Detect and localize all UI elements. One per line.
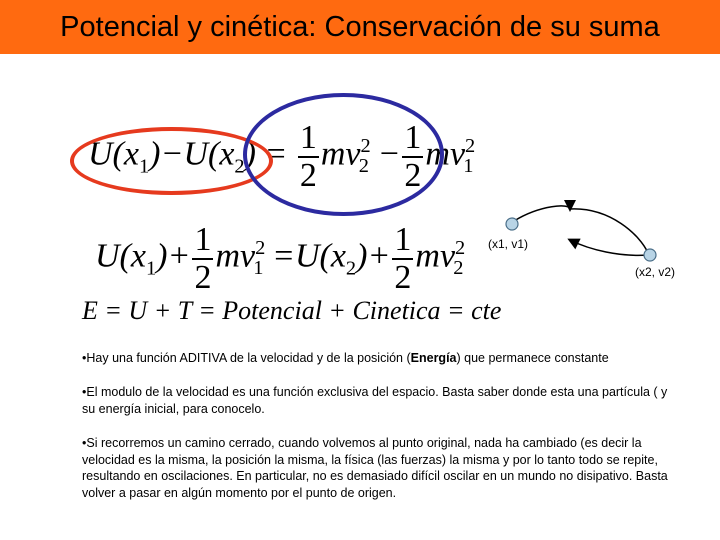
fraction-half: $\frac{1}{2}$ [299,119,317,194]
bullet-energy [82,350,672,367]
bullet-energy-prefix: •Hay una función ADITIVA de la velocidad y de la posición ( [82,351,411,365]
upper-path-arrow [514,206,570,221]
equation-total-energy: E = U + T = Potencial + Cinetica = cte [82,296,502,325]
equation-energy-conservation: $U(x_1)+$ $\frac{1}{2}$ $mv^2_1 =U(x_2)+$ $\frac{1}{2}$ $mv^2_2$ [95,221,466,296]
point-x1-v1 [506,218,518,230]
equation-potential-kinetic-difference: $U(x_1)-U(x_2)$ = $\frac{1}{2}$ $mv^2_2$ − $\frac{1}{2}$ $mv^2_1$ [88,119,476,194]
bullet-energy-suffix: ) que permanece constante [456,351,609,365]
fraction-half: $\frac{1}{2}$ [194,221,212,296]
point-x2-v2 [644,249,656,261]
upper-path [570,209,648,253]
blue-highlight-oval [243,93,444,216]
bullet-list [82,350,672,519]
lower-path-arrow [570,240,648,255]
point2-label: (x2, v2) [635,265,676,279]
fraction-half: $\frac{1}{2}$ [394,221,412,296]
red-highlight-oval [70,127,273,195]
bullet-velocity: •El modulo de la velocidad es una función exclusiva del espacio. Basta saber donde esta una partícula ( y su energía inicial, para conocelo. [82,384,668,416]
fraction-half: $\frac{1}{2}$ [404,119,422,194]
title-bar [0,0,720,54]
path-diagram [470,195,710,285]
bullet-closed-path: •Si recorremos un camino cerrado, cuando volvemos al punto original, nada ha cambiado (es decir la velocidad es la misma, la posición la misma, la física (las fuerzas) la misma y por lo tanto todo se repite, resultando en oscilaciones. En particular, no es demasiado difícil oscilar en un mundo no disipativo. Basta volver a pasar en algún momento por el punto de origen. [82,435,668,501]
bullet-energy-bold: Energía [410,351,457,365]
point1-label: (x1, v1) [488,237,529,251]
slide-title: Potencial y cinética: Conservación de su suma [60,10,660,43]
